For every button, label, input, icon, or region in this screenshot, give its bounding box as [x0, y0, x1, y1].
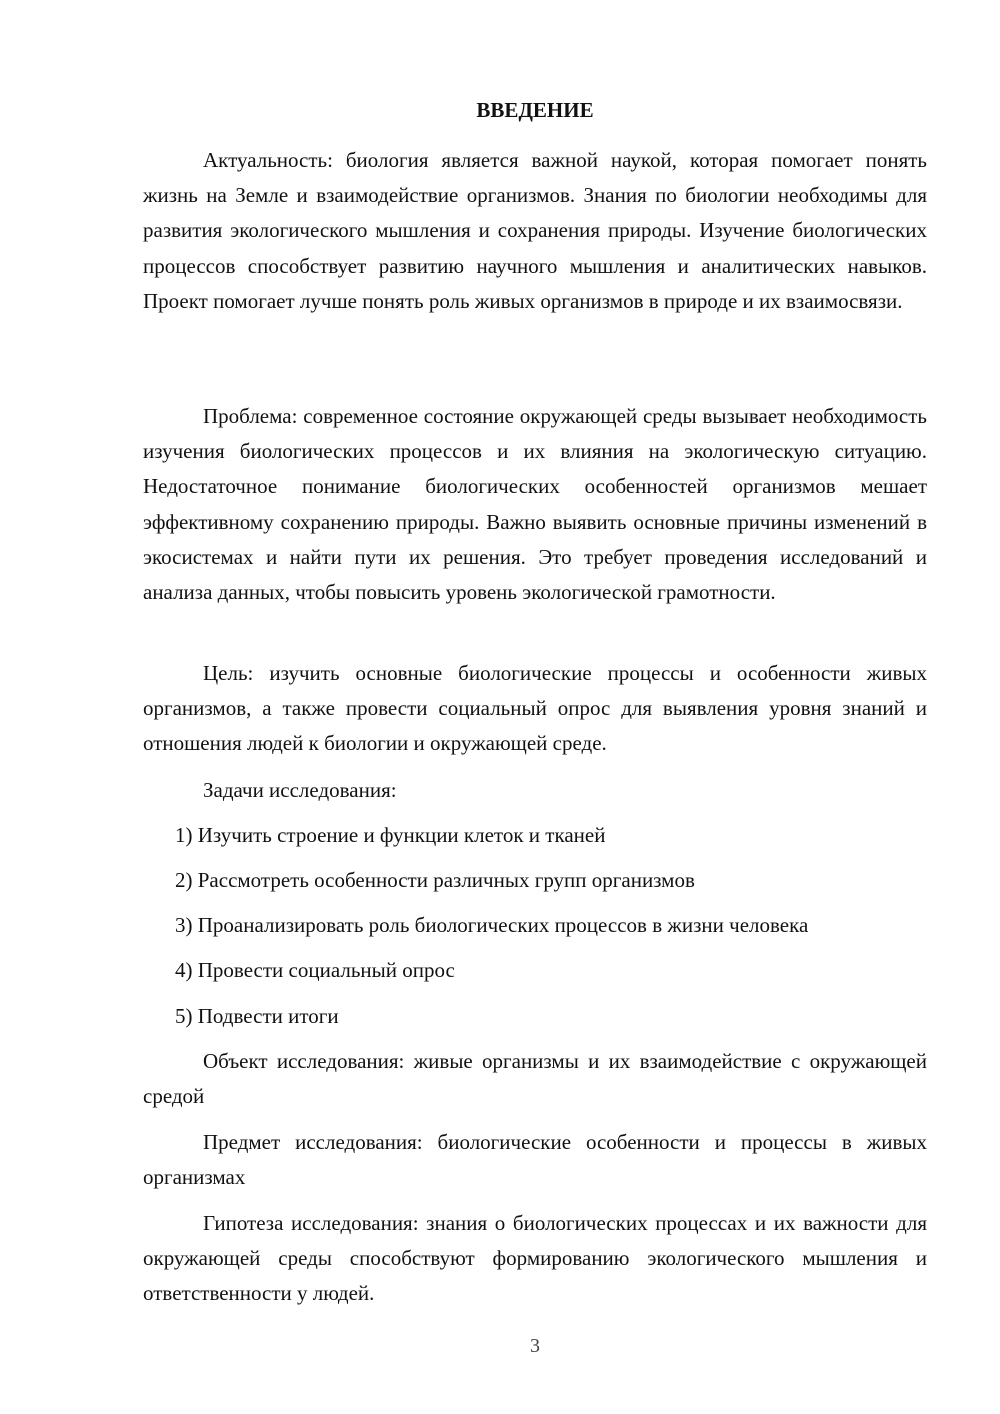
task-item: 5) Подвести итоги — [175, 1004, 339, 1028]
task-item: 1) Изучить строение и функции клеток и тканей — [175, 823, 606, 847]
task-item: 2) Рассмотреть особенности различных групп организмов — [175, 868, 695, 892]
task-item: 4) Провести социальный опрос — [175, 958, 455, 982]
goal-paragraph: Цель: изучить основные биологические процессы и особенности живых организмов, а также провести социальный опрос для выявления уровня знаний и отношения людей к биологии и окружающей среде. — [143, 661, 927, 756]
object-paragraph: Объект исследования: живые организмы и их взаимодействие с окружающей средой — [143, 1049, 927, 1109]
subject-paragraph: Предмет исследования: биологические особенности и процессы в живых организмах — [143, 1130, 927, 1190]
section-title: ВВЕДЕНИЕ — [476, 98, 594, 122]
relevance-paragraph: Актуальность: биология является важной наукой, которая помогает понять жизнь на Земле и взаимодействие организмов. Знания по биологии необходимы для развития экологического мышления и сохранения природы. Изучение биологических процессов способствует развитию научного мышления и аналитических навыков. Проект помогает лучше понять роль живых организмов в природе и их взаимосвязи. — [143, 148, 927, 313]
task-item: 3) Проанализировать роль биологических процессов в жизни человека — [175, 913, 809, 937]
tasks-heading: Задачи исследования: — [203, 778, 397, 802]
problem-paragraph: Проблема: современное состояние окружающей среды вызывает необходимость изучения биологических процессов и их влияния на экологическую ситуацию. Недостаточное понимание биологических особенностей организмов мешает эффективному сохранению природы. Важно выявить основные причины изменений в экосистемах и найти пути их решения. Это требует проведения исследований и анализа данных, чтобы повысить уровень экологической грамотности. — [143, 404, 927, 605]
hypothesis-paragraph: Гипотеза исследования: знания о биологических процессах и их важности для окружающей среды способствуют формированию экологического мышления и ответственности у людей. — [143, 1211, 927, 1306]
page-number: 3 — [530, 1335, 540, 1357]
